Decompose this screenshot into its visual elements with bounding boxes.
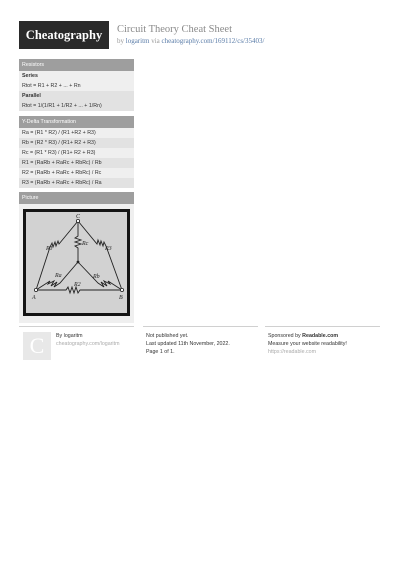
footer-author-link[interactable]: logaritm <box>63 333 83 339</box>
by-label: by <box>117 37 124 45</box>
resistors-section <box>19 59 134 111</box>
label-rc: Rc <box>82 241 89 247</box>
cheatography-logo[interactable]: Cheatography <box>19 21 109 49</box>
via-label: via <box>151 37 160 45</box>
footer-page-number: Page 1 of 1. <box>146 349 175 355</box>
label-b: B <box>119 295 123 301</box>
label-r3: R3 <box>105 246 112 252</box>
sheet-byline <box>117 37 264 45</box>
label-ra: Ra <box>55 273 62 279</box>
ydelta-body <box>19 128 134 188</box>
section-title-ydelta: Y-Delta Transformation <box>19 116 134 128</box>
footer-divider-3 <box>265 326 380 327</box>
ydelta-row-r2: R2 = (RaRb + RaRc + RbRc) / Rc <box>22 170 102 176</box>
sheet-url-link[interactable]: cheatography.com/169112/cs/35403/ <box>161 37 265 45</box>
node-b <box>120 288 123 291</box>
resistors-body <box>19 71 134 111</box>
footer-sponsor-link[interactable]: Readable.com <box>302 333 339 339</box>
node-a <box>34 288 37 291</box>
label-r2: R2 <box>74 282 81 288</box>
footer-divider-1 <box>19 326 134 327</box>
footer-author-url[interactable]: cheatography.com/logaritm <box>56 341 120 347</box>
label-a: A <box>32 295 36 301</box>
label-c: C <box>76 214 81 220</box>
ydelta-row-ra: Ra = (R1 * R2) / (R1 +R2 + R3) <box>22 130 96 136</box>
ydelta-row-r1: R1 = (RaRb + RaRc + RbRc) / Rb <box>19 158 134 168</box>
resistors-row-parallel-formula: Rtot = 1/(1/R1 + 1/R2 + ... + 1/Rn) <box>19 101 134 111</box>
picture-body <box>19 204 134 323</box>
picture-section <box>19 192 134 323</box>
footer-sponsor-label: Sponsored by <box>268 333 301 339</box>
footer-publish-status: Not published yet. <box>146 333 189 339</box>
author-link[interactable]: logaritm <box>125 37 150 45</box>
ydelta-row-rc: Rc = (R1 * R3) / (R1+ R2 + R3) <box>22 150 96 156</box>
footer-sponsor-url[interactable]: https://readable.com <box>268 349 316 355</box>
y-delta-circuit-diagram <box>26 212 127 313</box>
ydelta-row-rb: Rb = (R2 * R3) / (R1+ R2 + R3) <box>19 138 134 148</box>
circuit-photo-frame <box>23 209 130 316</box>
footer-sponsor-tagline: Measure your website readability! <box>268 341 347 347</box>
section-title-resistors: Resistors <box>19 59 134 71</box>
ydelta-section <box>19 116 134 188</box>
section-title-picture: Picture <box>19 192 134 204</box>
label-r1: R1 <box>46 246 53 252</box>
author-avatar-icon[interactable]: C <box>23 332 51 360</box>
resistors-row-series-formula: Rtot = R1 + R2 + ... + Rn <box>22 83 81 89</box>
sheet-title: Circuit Theory Cheat Sheet <box>117 24 232 35</box>
footer-divider-2 <box>143 326 258 327</box>
delta-right-resistor-wire <box>78 221 122 290</box>
resistors-row-parallel-heading: Parallel <box>19 91 134 101</box>
y-top-resistor-wire <box>75 221 81 262</box>
footer-by-label: By <box>56 333 63 339</box>
delta-left-resistor-wire <box>36 221 78 290</box>
node-center <box>77 261 80 264</box>
y-right-resistor-wire <box>78 262 122 290</box>
ydelta-row-r3: R3 = (RaRb + RaRc + RbRc) / Ra <box>19 178 134 188</box>
footer-last-updated: Last updated 11th November, 2022. <box>146 341 230 347</box>
circuit-photo <box>26 212 127 313</box>
resistors-row-series-heading: Series <box>22 73 38 79</box>
label-rb: Rb <box>93 274 100 280</box>
